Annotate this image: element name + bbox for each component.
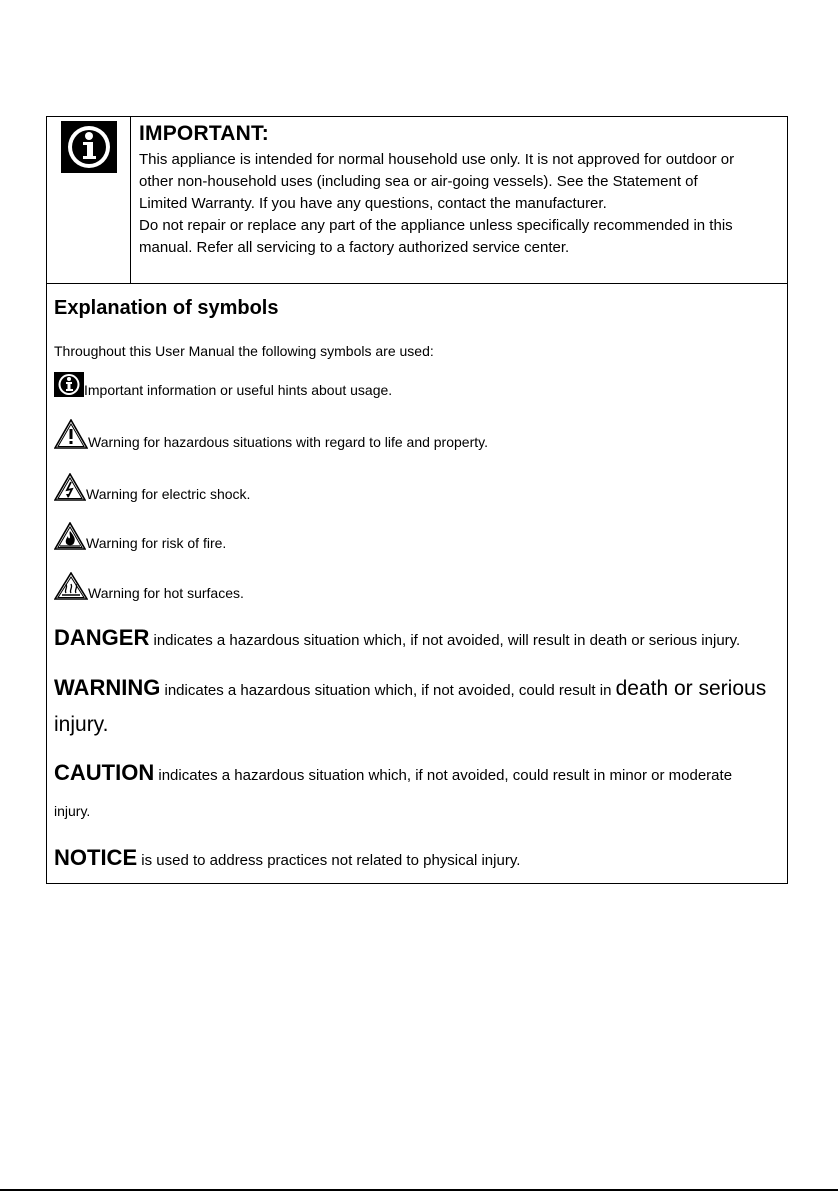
info-icon (54, 372, 84, 397)
symbols-heading: Explanation of symbols (54, 297, 279, 319)
symbol-row-warning (54, 419, 488, 449)
symbol-label: Important information or useful hints about usage. (84, 382, 393, 398)
warning-statement (54, 675, 766, 701)
danger-statement (54, 625, 740, 651)
notice-statement (54, 845, 520, 871)
symbol-label: Warning for hazardous situations with regard to life and property. (88, 434, 488, 450)
important-line: This appliance is intended for normal household use only. It is not approved for outdoor or (139, 151, 735, 168)
electric-shock-icon (54, 473, 86, 501)
notice-word: NOTICE (54, 845, 138, 870)
important-line: Limited Warranty. If you have any questions, contact the manufacturer. (139, 195, 607, 212)
warning-text-emph: death or serious (615, 677, 767, 700)
caution-text-line2: injury. (54, 803, 91, 819)
important-line: other non-household uses (including sea or air-going vessels). See the Statement of (139, 173, 698, 190)
caution-text: indicates a hazardous situation which, if not avoided, could result in minor or moderate (154, 767, 733, 784)
important-line: manual. Refer all servicing to a factory authorized service center. (139, 239, 570, 256)
symbol-row-electric (54, 473, 250, 501)
symbol-row-fire (54, 522, 226, 550)
symbols-intro: Throughout this User Manual the following symbols are used: (54, 343, 434, 359)
notice-box (46, 116, 788, 884)
important-line: Do not repair or replace any part of the appliance unless specifically recommended in this (139, 217, 733, 234)
caution-word: CAUTION (54, 760, 155, 785)
important-icon-cell (47, 117, 131, 283)
notice-text: is used to address practices not related to physical injury. (137, 852, 521, 869)
caution-statement (54, 760, 732, 786)
warning-word: WARNING (54, 675, 161, 700)
important-section (47, 117, 787, 284)
info-icon (61, 121, 117, 173)
danger-word: DANGER (54, 625, 150, 650)
fire-icon (54, 522, 86, 550)
hot-surface-icon (54, 572, 88, 600)
symbol-label: Warning for risk of fire. (86, 535, 227, 551)
symbol-row-hot (54, 572, 244, 600)
symbol-label: Warning for electric shock. (86, 486, 251, 502)
warning-text-line2: injury. (54, 713, 109, 736)
symbol-label: Warning for hot surfaces. (88, 585, 244, 601)
important-text (139, 121, 779, 259)
symbol-row-info (54, 372, 392, 397)
danger-text: indicates a hazardous situation which, if not avoided, will result in death or serious injury. (149, 632, 741, 649)
important-title: IMPORTANT: (139, 122, 269, 145)
warning-exclamation-icon (54, 419, 88, 449)
warning-text: indicates a hazardous situation which, if not avoided, could result in (160, 682, 616, 699)
